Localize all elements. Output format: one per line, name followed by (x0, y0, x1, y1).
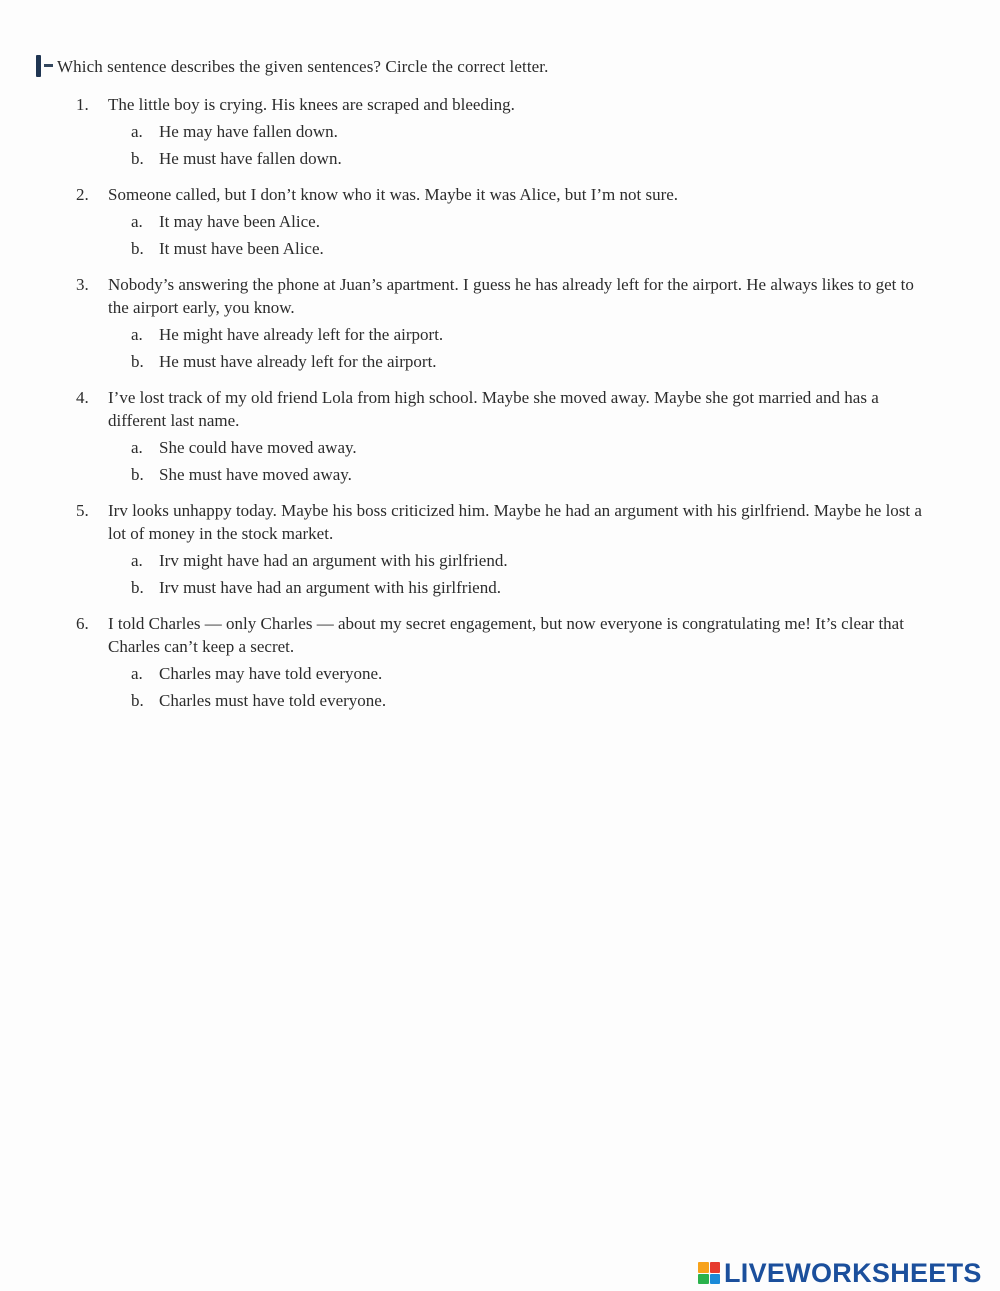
option-letter: b. (131, 691, 144, 710)
option-a[interactable] (131, 434, 926, 461)
options-list (131, 118, 926, 172)
instruction-text: Which sentence describes the given sentences? Circle the correct letter. (57, 57, 549, 76)
question-stem (76, 612, 926, 658)
option-text: Charles may have told everyone. (159, 664, 383, 683)
options-list (131, 434, 926, 488)
question-text: The little boy is crying. His knees are scraped and bleeding. (108, 95, 515, 114)
option-letter: a. (131, 551, 143, 570)
option-a[interactable] (131, 660, 926, 687)
dash-icon (44, 64, 53, 67)
options-list (131, 660, 926, 714)
option-text: Charles must have told everyone. (159, 691, 387, 710)
option-text: Irv might have had an argument with his girlfriend. (159, 551, 508, 570)
option-letter: b. (131, 578, 144, 597)
instruction-line (36, 55, 548, 77)
question-3 (76, 273, 926, 375)
option-b[interactable] (131, 461, 926, 488)
question-stem (76, 386, 926, 432)
logo-square-red (710, 1262, 721, 1273)
logo-square-orange (698, 1262, 709, 1273)
logo-square-green (698, 1274, 709, 1285)
question-6 (76, 612, 926, 714)
option-b[interactable] (131, 687, 926, 714)
logo-square-blue (710, 1274, 721, 1285)
question-number: 5. (76, 501, 89, 520)
question-text: Nobody’s answering the phone at Juan’s apartment. I guess he has already left for the airport. He always likes to get to the airport early, you know. (108, 275, 914, 317)
question-text: Irv looks unhappy today. Maybe his boss criticized him. Maybe he had an argument with his girlfriend. Maybe he lost a lot of money in the stock market. (108, 501, 922, 543)
option-letter: a. (131, 325, 143, 344)
question-number: 1. (76, 95, 89, 114)
options-list (131, 547, 926, 601)
option-a[interactable] (131, 208, 926, 235)
question-number: 3. (76, 275, 89, 294)
option-text: He must have fallen down. (159, 149, 342, 168)
question-stem (76, 273, 926, 319)
options-list (131, 208, 926, 262)
question-1 (76, 93, 926, 172)
question-text: I’ve lost track of my old friend Lola from high school. Maybe she moved away. Maybe she got married and has a different last name. (108, 388, 879, 430)
question-text: Someone called, but I don’t know who it was. Maybe it was Alice, but I’m not sure. (108, 185, 679, 204)
option-text: It must have been Alice. (159, 239, 324, 258)
option-letter: a. (131, 212, 143, 231)
option-letter: b. (131, 352, 144, 371)
option-letter: a. (131, 122, 143, 141)
liveworksheets-branding[interactable] (698, 1258, 982, 1288)
question-stem (76, 93, 926, 116)
option-a[interactable] (131, 118, 926, 145)
option-text: He might have already left for the airport. (159, 325, 444, 344)
option-letter: a. (131, 438, 143, 457)
option-b[interactable] (131, 235, 926, 262)
question-stem (76, 499, 926, 545)
option-letter: b. (131, 239, 144, 258)
option-letter: b. (131, 465, 144, 484)
option-b[interactable] (131, 348, 926, 375)
option-letter: a. (131, 664, 143, 683)
option-b[interactable] (131, 574, 926, 601)
question-4 (76, 386, 926, 488)
question-number: 4. (76, 388, 89, 407)
question-number: 2. (76, 185, 89, 204)
liveworksheets-logo-icon (698, 1262, 720, 1284)
question-2 (76, 183, 926, 262)
option-text: She must have moved away. (159, 465, 352, 484)
question-5 (76, 499, 926, 601)
question-text: I told Charles — only Charles — about my secret engagement, but now everyone is congratulating me! It’s clear that Charles can’t keep a secret. (108, 614, 904, 656)
option-text: He must have already left for the airport. (159, 352, 437, 371)
option-text: It may have been Alice. (159, 212, 320, 231)
option-a[interactable] (131, 547, 926, 574)
brand-name: LIVEWORKSHEETS (724, 1257, 982, 1288)
option-text: She could have moved away. (159, 438, 357, 457)
question-stem (76, 183, 926, 206)
option-a[interactable] (131, 321, 926, 348)
option-letter: b. (131, 149, 144, 168)
options-list (131, 321, 926, 375)
section-marker-icon (36, 55, 41, 77)
option-b[interactable] (131, 145, 926, 172)
option-text: He may have fallen down. (159, 122, 338, 141)
option-text: Irv must have had an argument with his girlfriend. (159, 578, 501, 597)
question-number: 6. (76, 614, 89, 633)
